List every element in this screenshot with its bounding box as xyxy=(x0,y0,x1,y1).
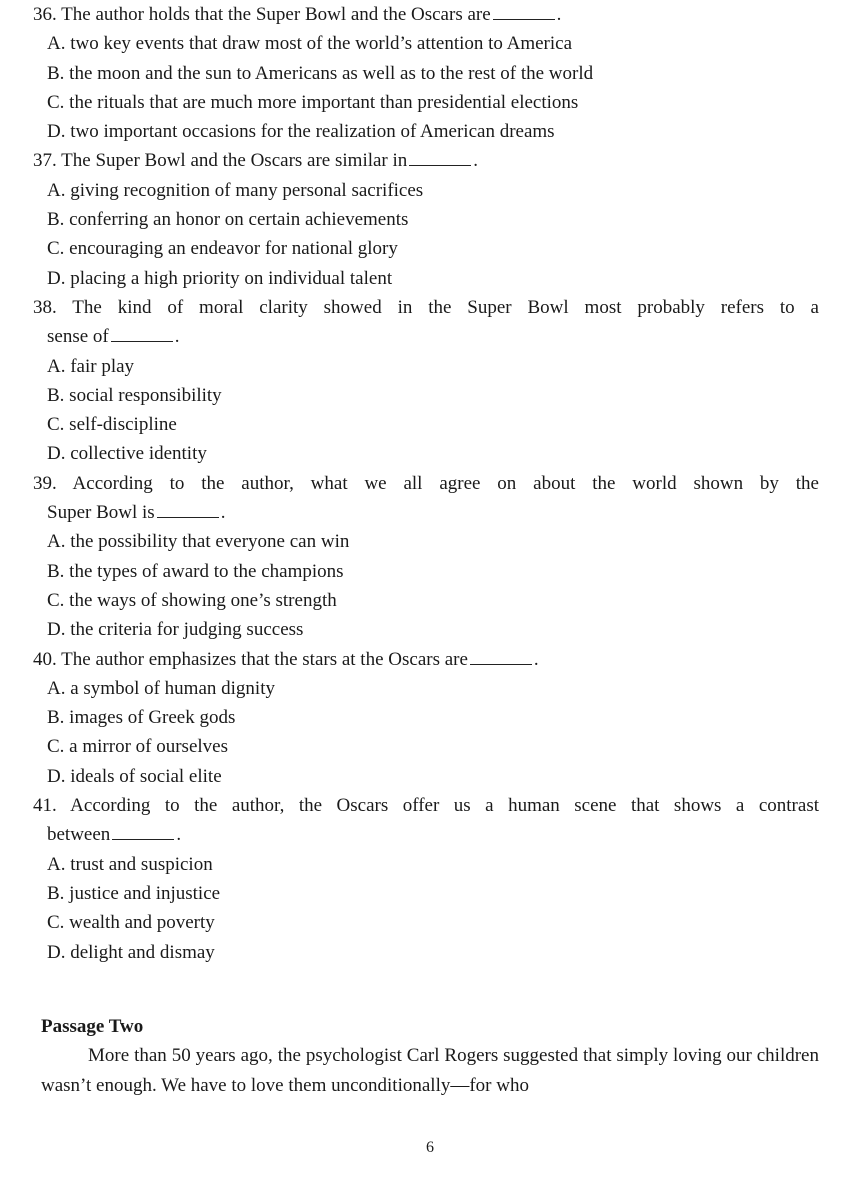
answer-option: D. two important occasions for the realization of American dreams xyxy=(47,121,555,143)
answer-option: B. the moon and the sun to Americans as well as to the rest of the world xyxy=(47,62,594,84)
answer-blank xyxy=(112,825,174,840)
stem-text: Super Bowl is xyxy=(47,502,155,524)
page-number: 6 xyxy=(426,1139,434,1156)
answer-option: D. delight and dismay xyxy=(47,941,215,963)
answer-option: C. the ways of showing one’s strength xyxy=(47,589,337,611)
question-stem: between . xyxy=(47,824,182,846)
question-item xyxy=(33,791,819,967)
answer-option: A. giving recognition of many personal sacrifices xyxy=(47,179,424,201)
stem-text: 38. The kind of moral clarity showed in the Super Bowl most probably refers to a xyxy=(33,296,819,318)
question-stem: 36. The author holds that the Super Bowl and the Oscars are . xyxy=(33,4,562,25)
stem-text: sense of xyxy=(47,326,109,348)
answer-option: C. wealth and poverty xyxy=(47,912,215,934)
answer-option: C. encouraging an endeavor for national glory xyxy=(47,238,398,260)
answer-option: B. justice and injustice xyxy=(47,882,221,904)
answer-option: A. fair play xyxy=(47,355,135,377)
question-stem: 40. The author emphasizes that the stars at the Oscars are . xyxy=(33,648,539,670)
answer-option: A. the possibility that everyone can win xyxy=(47,531,350,553)
answer-blank xyxy=(157,503,219,518)
stem-text: 39. According to the author, what we all agree on about the world shown by the xyxy=(33,472,819,494)
question-stem xyxy=(33,791,819,820)
answer-option: B. social responsibility xyxy=(47,384,222,406)
question-stem: 37. The Super Bowl and the Oscars are similar in . xyxy=(33,150,479,172)
passage-title: Passage Two xyxy=(41,1016,144,1037)
question-item xyxy=(33,469,819,645)
stem-text: 36. The author holds that the Super Bowl and the Oscars are xyxy=(33,4,491,25)
question-stem: sense of . xyxy=(47,326,180,348)
question-item xyxy=(33,645,819,791)
answer-blank xyxy=(409,151,471,166)
answer-blank xyxy=(493,5,555,20)
answer-option: A. trust and suspicion xyxy=(47,853,213,875)
stem-text: 37. The Super Bowl and the Oscars are similar in xyxy=(33,150,408,172)
stem-text: 41. According to the author, the Oscars offer us a human scene that shows a contrast xyxy=(33,795,819,817)
answer-option: A. two key events that draw most of the world’s attention to America xyxy=(47,33,573,55)
stem-text: between xyxy=(47,824,111,846)
answer-option: C. a mirror of ourselves xyxy=(47,736,228,758)
question-item xyxy=(33,146,819,292)
answer-option: C. the rituals that are much more important than presidential elections xyxy=(47,91,579,113)
passage-paragraph: More than 50 years ago, the psychologist Carl Rogers suggested that simply loving our children wasn’t enough. We have to love them unconditionally—for who xyxy=(41,1045,819,1096)
question-stem: Super Bowl is . xyxy=(47,502,226,524)
answer-option: D. placing a high priority on individual talent xyxy=(47,267,393,289)
answer-option: A. a symbol of human dignity xyxy=(47,677,275,699)
answer-option: B. conferring an honor on certain achievements xyxy=(47,209,409,231)
answer-blank xyxy=(111,327,173,342)
question-stem xyxy=(33,293,819,322)
answer-option: D. ideals of social elite xyxy=(47,765,222,787)
answer-blank xyxy=(470,650,532,665)
answer-option: B. images of Greek gods xyxy=(47,707,236,729)
question-item xyxy=(33,0,819,146)
question-list xyxy=(33,0,819,967)
answer-option: D. collective identity xyxy=(47,443,207,465)
answer-option: D. the criteria for judging success xyxy=(47,619,304,641)
question-item xyxy=(33,293,819,469)
question-stem xyxy=(33,469,819,498)
stem-text: 40. The author emphasizes that the stars at the Oscars are xyxy=(33,648,468,670)
answer-option: B. the types of award to the champions xyxy=(47,560,344,582)
answer-option: C. self-discipline xyxy=(47,414,177,436)
